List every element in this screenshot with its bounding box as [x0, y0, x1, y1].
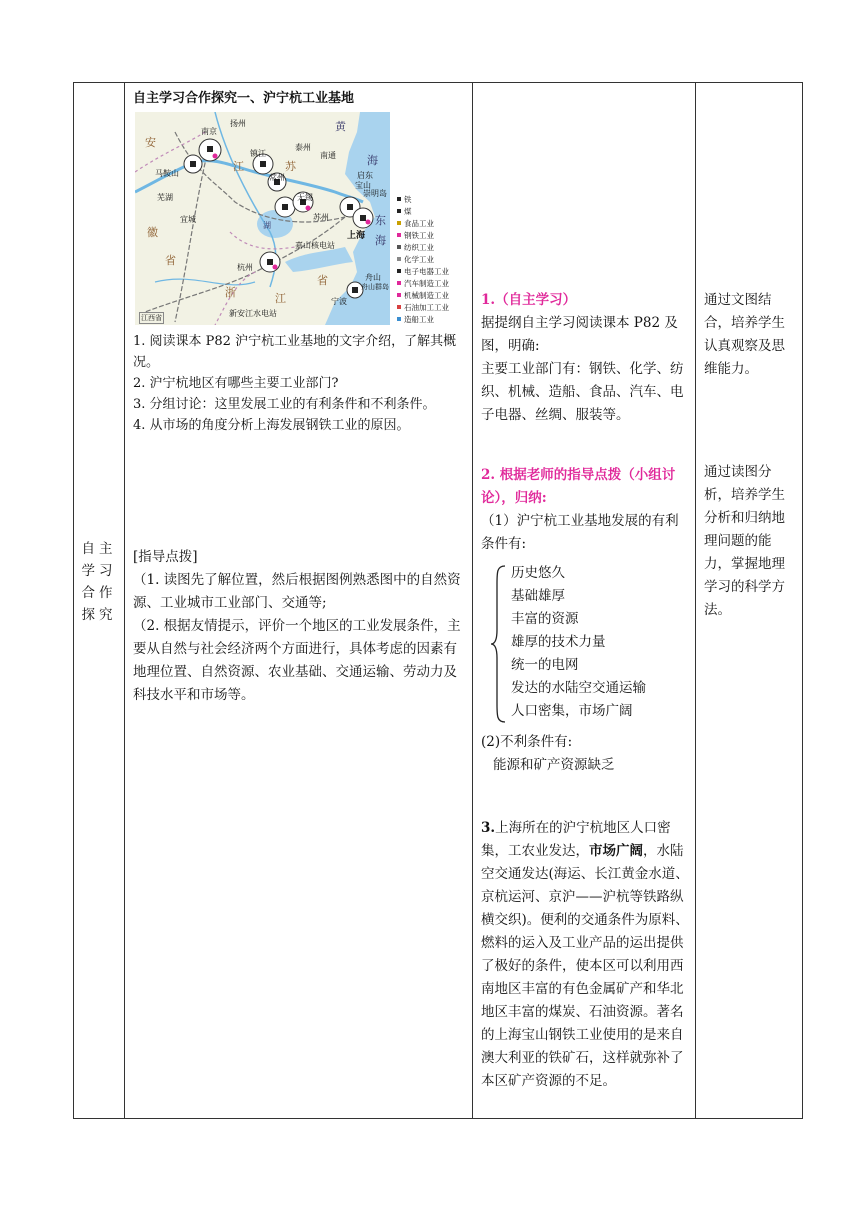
guide-item: （1. 读图先了解位置，然后根据图例熟悉图中的自然资源、工业城市工业部门、交通等; — [133, 572, 461, 611]
map-label: 徽 — [147, 226, 158, 239]
section-2-subtitle: （1）沪宁杭工业基地发展的有利条件有: — [481, 513, 679, 552]
map-label: 省 — [165, 254, 176, 267]
map-labels — [135, 112, 460, 325]
map-label: 宝山 — [355, 181, 371, 190]
map-label: 江 — [233, 160, 244, 173]
map-label: 海 — [375, 234, 386, 247]
map-label: 嘉山核电站 — [295, 241, 335, 250]
question-item: 1. 阅读课本 P82 沪宁杭工业基地的文字介绍，了解其概况。 — [133, 334, 457, 370]
section-1-text: 据提纲自主学习阅读课本 P82 及图，明确: — [481, 315, 678, 354]
map-label: 镇江 — [250, 149, 266, 158]
section-2-title: 2. 根据老师的指导点拨（小组讨论），归纳: — [481, 467, 676, 506]
condition-item: 发达的水陆空交通运输 — [511, 680, 646, 696]
guide-title: [指导点拨] — [133, 549, 198, 565]
map-label: 宁波 — [331, 297, 347, 306]
map-label: 启东 — [357, 171, 373, 180]
section-3-part-a: 上海所在的沪宁杭地区人口密集，工农业发达， — [481, 820, 671, 859]
section-3-part-b: ，水陆空交通发达(海运、长江黄金水道、京杭运河、京沪——沪杭等铁路纵横交织)。便利的交通条件为原料、燃料的运入及工业产品的运出提供了极好的条件，使本区可以利用西南地区丰富的有色金属矿产和华北地区丰富的煤炭、石油资源。著名的上海宝山钢铁工业使用的是来自澳大利亚的铁矿石，这样就弥补了本区矿产资源的不足。 — [481, 843, 689, 1089]
legend-label: 汽车制造工业 — [404, 279, 449, 288]
activity-cell — [125, 83, 472, 1118]
map-label: 江 — [275, 292, 286, 305]
legend-label: 食品工业 — [404, 219, 434, 228]
condition-item: 基础雄厚 — [511, 588, 565, 604]
map-label: 安 — [145, 136, 156, 149]
favorable-conditions-list — [481, 562, 689, 723]
legend-label: 电子电器工业 — [404, 267, 449, 276]
map-label: 浙 — [225, 286, 236, 299]
lesson-table — [73, 82, 803, 1119]
guide-section — [133, 546, 466, 707]
map-label: 无锡 — [297, 193, 313, 202]
question-item: 4. 从市场的角度分析上海发展钢铁工业的原因。 — [133, 418, 410, 433]
map-label: 常州 — [269, 173, 285, 182]
map-label: 新安江水电站 — [229, 309, 277, 318]
map-label: 湖 — [263, 221, 271, 230]
purpose-note-2: 通过读图分析，培养学生分析和归纳地理问题的能力，掌握地理学习的科学方法。 — [704, 464, 785, 618]
legend-label: 煤 — [404, 207, 412, 216]
map-label: 芜湖 — [157, 193, 173, 202]
map-label: 马鞍山 — [155, 169, 179, 178]
purpose-cell — [696, 83, 804, 1118]
section-3-number: 3. — [481, 820, 496, 836]
map-label: 宜城 — [180, 215, 196, 224]
map-label: 杭州 — [237, 263, 253, 272]
map-label: 苏 — [285, 160, 296, 173]
question-list — [133, 331, 466, 436]
map-label: 南京 — [201, 127, 217, 136]
legend-label: 石油加工工业 — [404, 303, 449, 312]
row-label: 自主学习合作探究 — [81, 541, 117, 623]
condition-item: 丰富的资源 — [511, 611, 579, 627]
unfavorable-item: 能源和矿产资源缺乏 — [493, 757, 615, 773]
section-1-answer: 主要工业部门有：钢铁、化学、纺织、机械、造船、食品、汽车、电子电器、丝绸、服装等。 — [481, 361, 684, 423]
legend-label: 机械制造工业 — [404, 291, 449, 300]
legend-label: 铁 — [404, 195, 412, 204]
section-3-bold: 市场广阔 — [589, 843, 643, 859]
map-label: 舟山 — [365, 273, 381, 282]
map-label: 省 — [317, 274, 328, 287]
section-3-text — [481, 817, 689, 1093]
condition-item: 历史悠久 — [511, 565, 565, 581]
purpose-note-1: 通过文图结合，培养学生认真观察及思维能力。 — [704, 292, 785, 377]
legend-label: 造船工业 — [404, 315, 434, 324]
legend-label: 化学工业 — [404, 255, 434, 264]
answer-cell — [473, 83, 695, 1118]
section-1-title: 1.（自主学习） — [481, 292, 577, 308]
condition-item: 雄厚的技术力量 — [511, 634, 606, 650]
map-label: 南通 — [320, 151, 336, 160]
map-label: 江西省 — [141, 314, 162, 322]
industry-map — [135, 112, 460, 325]
section-heading: 自主学习合作探究一、沪宁杭工业基地 — [133, 91, 355, 106]
map-label: 泰州 — [295, 143, 311, 152]
brace-icon — [489, 564, 509, 724]
map-label: 海 — [367, 154, 378, 167]
map-label: 东 — [375, 214, 386, 227]
map-label: 舟山群岛 — [361, 283, 389, 291]
condition-item: 统一的电网 — [511, 657, 579, 673]
map-label: 黄 — [335, 120, 346, 133]
map-label: 扬州 — [230, 119, 246, 128]
question-item: 2. 沪宁杭地区有哪些主要工业部门? — [133, 376, 339, 391]
row-label-cell — [74, 83, 124, 1118]
map-label: 上海 — [347, 231, 366, 241]
legend-label: 钢铁工业 — [404, 231, 434, 240]
map-label: 苏州 — [313, 213, 329, 222]
map-label: 崇明岛 — [363, 189, 387, 198]
question-item: 3. 分组讨论：这里发展工业的有利条件和不利条件。 — [133, 397, 436, 412]
guide-item: （2. 根据友情提示，评价一个地区的工业发展条件，主要从自然与社会经济两个方面进行，具体考虑的因素有地理位置、自然资源、农业基础、交通运输、劳动力及科技水平和市场等。 — [133, 618, 461, 703]
unfavorable-title: (2)不利条件有: — [481, 734, 573, 750]
condition-item: 人口密集，市场广阔 — [511, 703, 633, 719]
legend-label: 纺织工业 — [404, 243, 434, 252]
